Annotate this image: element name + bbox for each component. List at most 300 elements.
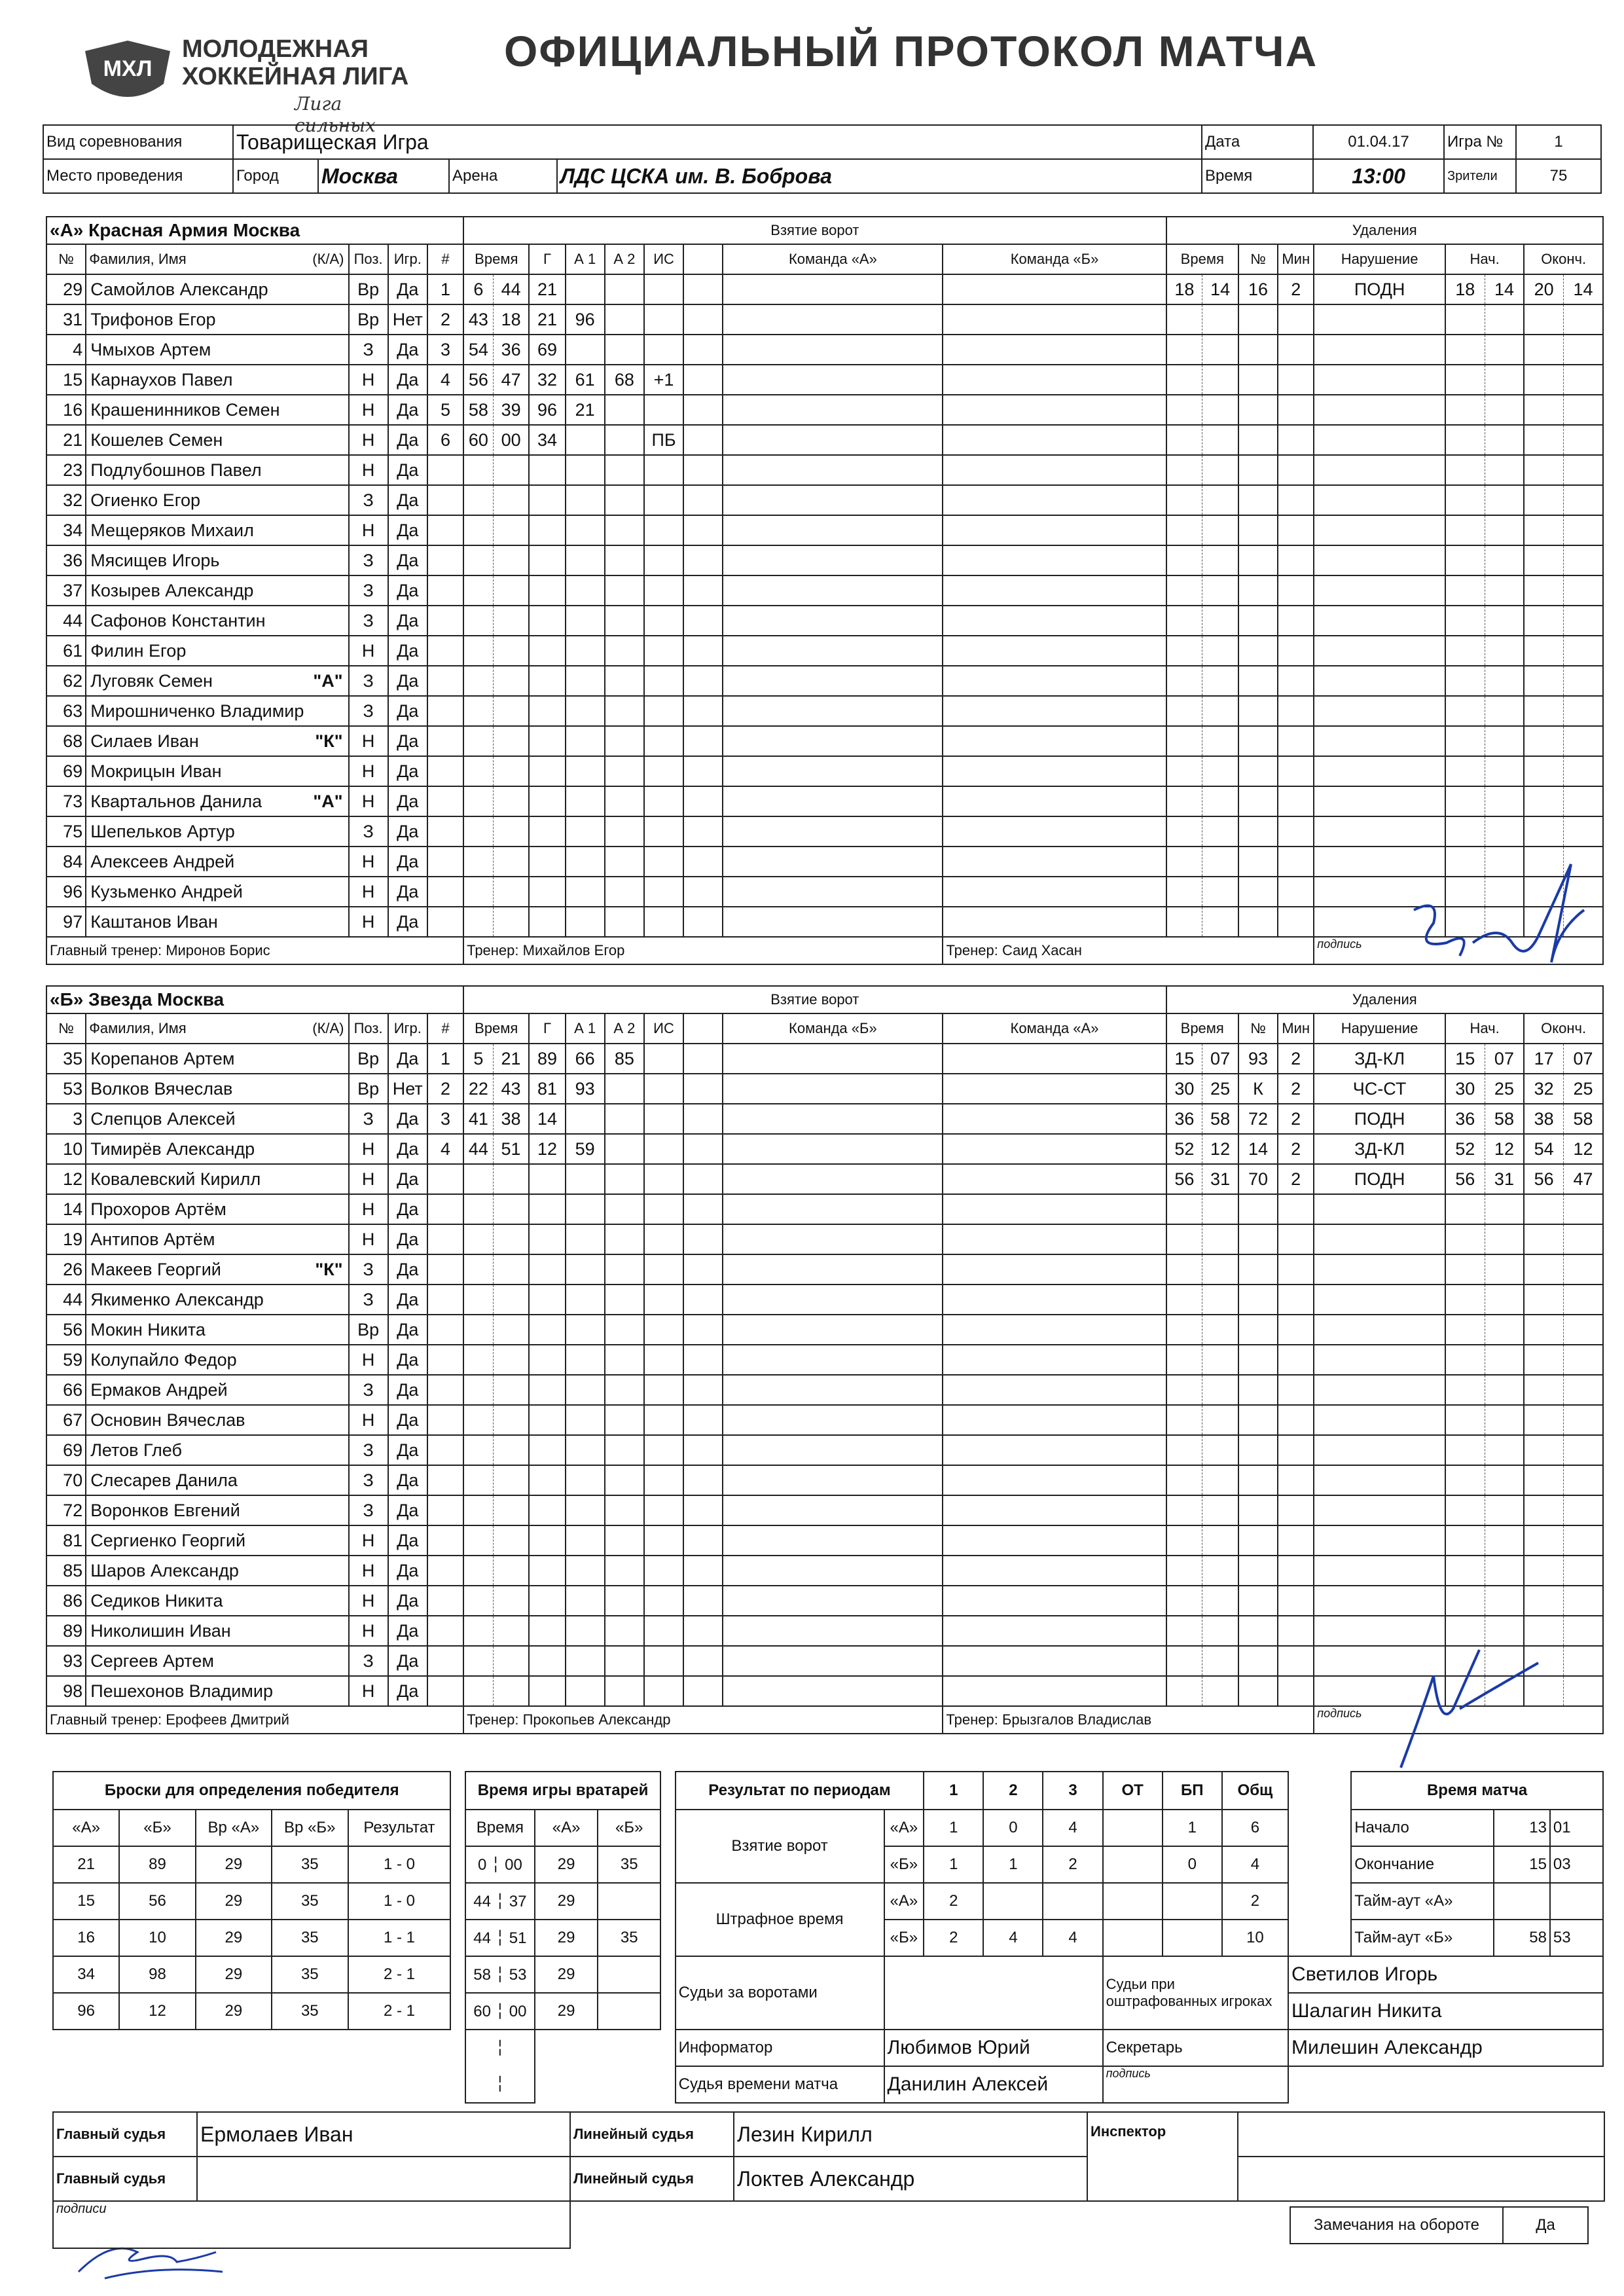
team_b-goal-sec: 51	[493, 1134, 529, 1164]
coach-b-signature	[1388, 1637, 1558, 1781]
h-name-text: Фамилия, Имя	[89, 251, 187, 267]
team_b-player-no: 86	[46, 1586, 86, 1616]
team_b-h-a1: А 1	[566, 1013, 605, 1044]
shootout-vra: 29	[196, 1920, 272, 1956]
inspector-empty	[1238, 2157, 1604, 2201]
shootout-h-vrb: Вр «Б»	[272, 1810, 348, 1846]
team_a-goal-sec: 18	[493, 304, 529, 335]
team_b-player-row	[46, 1194, 1603, 1224]
team_a-player-row	[46, 877, 1603, 907]
team_b-pen-violation: ЗД-КЛ	[1314, 1044, 1445, 1074]
team_b-player-played: Да	[388, 1435, 427, 1465]
team_b-goal-a2	[605, 1104, 644, 1134]
team_b-pen-time-sec: 58	[1202, 1104, 1238, 1134]
shootout-result: 1 - 0	[348, 1883, 451, 1920]
team_a-title: «А» Красная Армия Москва	[46, 217, 463, 244]
team_a-player-row	[46, 575, 1603, 606]
team_b-player-row	[46, 1104, 1603, 1134]
team_b-h-start: Нач.	[1445, 1013, 1524, 1044]
match-end-m: 03	[1550, 1846, 1603, 1883]
team_a-goal-a1: 96	[566, 304, 605, 335]
team_b-pen-end-min: 38	[1524, 1104, 1563, 1134]
timekeeper-value: Данилин Алексей	[884, 2066, 1103, 2103]
team_b-player-pos: Н	[349, 1194, 388, 1224]
team_a-player-played: Да	[388, 575, 427, 606]
goalie-h-b: «Б»	[598, 1810, 660, 1846]
team_b-player-row	[46, 1646, 1603, 1676]
team_b-head-coach: Главный тренер: Ерофеев Дмитрий	[46, 1706, 463, 1734]
team_a-player-played: Да	[388, 395, 427, 425]
team_b-player-no: 69	[46, 1435, 86, 1465]
city-label: Город	[233, 159, 318, 193]
team_b-player-played: Да	[388, 1224, 427, 1254]
team_b-player-name-cell	[86, 1345, 348, 1375]
team_a-pen-time-min: 18	[1166, 274, 1202, 304]
shootout-vra: 29	[196, 1993, 272, 2030]
team_a-goal-is	[644, 274, 683, 304]
team_b-player-row	[46, 1556, 1603, 1586]
player-name: Трифонов Егор	[90, 309, 216, 329]
team_a-coach-2: Тренер: Саид Хасан	[943, 937, 1314, 964]
team_b-pen-end-sec: 47	[1563, 1164, 1603, 1194]
penalty-by-period-label: Штрафное время	[676, 1883, 884, 1956]
team_b-player-name-cell	[86, 1254, 348, 1285]
team_a-player-no: 75	[46, 816, 86, 847]
team_a-player-played: Да	[388, 335, 427, 365]
team_a-player-pos: Н	[349, 756, 388, 786]
goalie-time-sec: 53	[509, 1965, 527, 1984]
shootout-a: 15	[53, 1883, 119, 1920]
team_b-player-row	[46, 1375, 1603, 1405]
inspector-value	[1238, 2112, 1604, 2157]
team_b-player-row	[46, 1345, 1603, 1375]
pen-b-cell: 4	[1043, 1920, 1102, 1956]
period-3-header: 3	[1043, 1772, 1102, 1810]
team_b-goal-a1: 59	[566, 1134, 605, 1164]
team_a-player-pos: Н	[349, 847, 388, 877]
shootout-a: 16	[53, 1920, 119, 1956]
team_b-player-played: Да	[388, 1556, 427, 1586]
pen-a-cell	[1043, 1883, 1102, 1920]
team_b-player-no: 67	[46, 1405, 86, 1435]
player-name: Подлубошнов Павел	[90, 460, 262, 480]
team_b-pen-start-sec: 58	[1485, 1104, 1524, 1134]
team_a-player-played: Да	[388, 786, 427, 816]
team_b-player-no: 56	[46, 1315, 86, 1345]
team_a-goal-min: 6	[463, 274, 493, 304]
total-header: Общ	[1222, 1772, 1288, 1810]
team_a-goal-is	[644, 395, 683, 425]
player-name: Кошелев Семен	[90, 429, 223, 450]
goalie-b	[598, 1883, 660, 1920]
team_a-player-no: 62	[46, 666, 86, 696]
match-start-h: 13	[1494, 1810, 1550, 1846]
team_b-player-pos: Вр	[349, 1315, 388, 1345]
team_b-goal-is	[644, 1104, 683, 1134]
player-name: Макеев Георгий	[90, 1259, 221, 1279]
penalty-judge-1: Светилов Игорь	[1288, 1956, 1603, 1993]
team_b-pen-time-sec: 25	[1202, 1074, 1238, 1104]
team_b-player-row	[46, 1134, 1603, 1164]
team_b-h-end: Оконч.	[1524, 1013, 1603, 1044]
time-label: Время	[1202, 159, 1313, 193]
team_a-player-played: Да	[388, 274, 427, 304]
ot-header: ОТ	[1103, 1772, 1163, 1810]
team_b-player-played: Нет	[388, 1074, 427, 1104]
team_b-h-pen-no: №	[1238, 1013, 1278, 1044]
team_a-player-row	[46, 304, 1603, 335]
team_b-title: «Б» Звезда Москва	[46, 986, 463, 1013]
team_a-player-pos: З	[349, 485, 388, 515]
team_a-player-row	[46, 365, 1603, 395]
team_b-player-row	[46, 1525, 1603, 1556]
team_b-pen-violation: ПОДН	[1314, 1104, 1445, 1134]
team_a-goal-a1	[566, 274, 605, 304]
team_b-player-no: 70	[46, 1465, 86, 1495]
team_b-player-played: Да	[388, 1586, 427, 1616]
team_a-player-played: Нет	[388, 304, 427, 335]
team_b-player-name-cell	[86, 1495, 348, 1525]
shootout-vrb: 35	[272, 1846, 348, 1883]
team_a-goal-is	[644, 304, 683, 335]
team_a-goal-a1: 21	[566, 395, 605, 425]
team_b-player-pos: Н	[349, 1224, 388, 1254]
team_a-player-pos: Н	[349, 365, 388, 395]
team_b-player-name-cell	[86, 1586, 348, 1616]
logo-line1: МОЛОДЕЖНАЯ	[182, 35, 369, 63]
team_b-player-name-cell	[86, 1104, 348, 1134]
shootout-b: 12	[119, 1993, 195, 2030]
team_b-pen-start-min: 56	[1445, 1164, 1485, 1194]
team_a-player-row	[46, 485, 1603, 515]
player-name: Воронков Евгений	[90, 1500, 240, 1520]
team_b-player-row	[46, 1676, 1603, 1706]
player-name: Каштанов Иван	[90, 911, 218, 932]
player-role: "А"	[313, 670, 343, 691]
player-name: Квартальнов Данила	[90, 791, 262, 811]
match-end-label: Окончание	[1351, 1846, 1494, 1883]
goalie-a: 29	[535, 1846, 598, 1883]
team_a-h-no: №	[46, 244, 86, 274]
team_a-player-row	[46, 696, 1603, 726]
shootout-vrb: 35	[272, 1993, 348, 2030]
team_a-player-row	[46, 816, 1603, 847]
team_a-h-name	[86, 244, 348, 274]
team_a-player-played: Да	[388, 636, 427, 666]
penalty-judge-2: Шалагин Никита	[1288, 1993, 1603, 2030]
team_a-player-pos: З	[349, 335, 388, 365]
main-ref-label-2: Главный судья	[53, 2157, 197, 2201]
goalie-time-sec: 37	[509, 1892, 527, 1910]
team_a-goal-no: 5	[427, 395, 463, 425]
team_a-pen-start-min: 18	[1445, 274, 1485, 304]
team_b-goal-scorer: 14	[529, 1104, 565, 1134]
team_b-player-no: 35	[46, 1044, 86, 1074]
player-name: Луговяк Семен	[90, 670, 213, 691]
pen-a-cell	[1103, 1883, 1163, 1920]
team_b-player-pos: З	[349, 1375, 388, 1405]
pen-b-cell: 4	[983, 1920, 1043, 1956]
team_b-goal-scorer: 89	[529, 1044, 565, 1074]
coach-a-signature	[1401, 851, 1597, 982]
player-name: Сафонов Константин	[90, 610, 266, 630]
team_a-player-pos: Н	[349, 636, 388, 666]
team_a-player-pos: Н	[349, 395, 388, 425]
team_a-h-hash: #	[427, 244, 463, 274]
team_a-coach-1: Тренер: Михайлов Егор	[463, 937, 943, 964]
team_a-h-pen-no: №	[1238, 244, 1278, 274]
team_a-player-no: 32	[46, 485, 86, 515]
bp-header: БП	[1163, 1772, 1222, 1810]
team_a-player-pos: З	[349, 696, 388, 726]
team_a-goal-scorer: 32	[529, 365, 565, 395]
shootout-a: 21	[53, 1846, 119, 1883]
player-name: Летов Глеб	[90, 1440, 182, 1460]
goalie-time-min: 58	[473, 1965, 491, 1984]
competition-value: Товарищеская Игра	[233, 125, 1202, 159]
goals-by-period-label: Взятие ворот	[676, 1810, 884, 1883]
match-start-m: 01	[1550, 1810, 1603, 1846]
team_b-goal-sec: 38	[493, 1104, 529, 1134]
player-name: Ермаков Андрей	[90, 1379, 228, 1400]
remarks-table	[1290, 2206, 1589, 2244]
team_a-goal-sec: 36	[493, 335, 529, 365]
match-end-h: 15	[1494, 1846, 1550, 1883]
team_b-pen-start-sec: 07	[1485, 1044, 1524, 1074]
shootout-result: 1 - 0	[348, 1846, 451, 1883]
team_b-player-pos: З	[349, 1285, 388, 1315]
team_b-pen-time-sec: 31	[1202, 1164, 1238, 1194]
team_a-player-pos: Вр	[349, 304, 388, 335]
team_a-player-no: 29	[46, 274, 86, 304]
shootout-vra: 29	[196, 1883, 272, 1920]
goalie-time: 60 ╎ 00	[465, 1993, 535, 2030]
secretary-value: Милешин Александр	[1288, 2030, 1603, 2066]
team_b-player-pos: Н	[349, 1556, 388, 1586]
team_b-goal-min: 41	[463, 1104, 493, 1134]
team_b-player-played: Да	[388, 1315, 427, 1345]
timeout-a-label: Тайм-аут «А»	[1351, 1883, 1494, 1920]
player-name: Основин Вячеслав	[90, 1410, 245, 1430]
team_a-player-no: 63	[46, 696, 86, 726]
pen-a-cell	[1163, 1883, 1222, 1920]
team_a-player-name-cell	[86, 304, 348, 335]
team_a-player-row	[46, 907, 1603, 937]
team_b-pen-time-min: 30	[1166, 1074, 1202, 1104]
team_b-player-pos: З	[349, 1465, 388, 1495]
player-name: Антипов Артём	[90, 1229, 215, 1249]
team_a-player-name-cell	[86, 907, 348, 937]
team_a-goal-min: 54	[463, 335, 493, 365]
shootout-result: 2 - 1	[348, 1993, 451, 2030]
team_b-goal-a2	[605, 1074, 644, 1104]
team_b-player-played: Да	[388, 1495, 427, 1525]
competition-label: Вид соревнования	[43, 125, 233, 159]
team_a-player-name-cell	[86, 816, 348, 847]
goals-a-cell: 1	[924, 1810, 983, 1846]
shootout-b: 10	[119, 1920, 195, 1956]
team_b-player-name-cell	[86, 1405, 348, 1435]
team_b-player-no: 59	[46, 1345, 86, 1375]
remarks-value: Да	[1503, 2207, 1588, 2244]
team_a-h-a2: А 2	[605, 244, 644, 274]
goalie-time-min: 44	[473, 1929, 491, 1947]
team_b-pen-start-sec: 12	[1485, 1134, 1524, 1164]
team_b-pen-minutes: 2	[1278, 1104, 1314, 1134]
officials-sign-label: подпись	[1103, 2066, 1288, 2103]
team_a-player-row	[46, 606, 1603, 636]
goalie-b: 35	[598, 1846, 660, 1883]
h-ka-text: (К/А)	[312, 251, 344, 267]
goalie-time: 44 ╎ 51	[465, 1920, 535, 1956]
goals-b-cell: 4	[1222, 1846, 1288, 1883]
team_a-player-pos: Н	[349, 877, 388, 907]
team_a-player-name-cell	[86, 575, 348, 606]
player-name: Сергеев Артем	[90, 1650, 214, 1671]
team_a-player-name-cell	[86, 515, 348, 545]
pen-b-cell: 2	[924, 1920, 983, 1956]
team_b-player-name-cell	[86, 1676, 348, 1706]
team_b-pen-time-sec: 07	[1202, 1044, 1238, 1074]
team_a-player-played: Да	[388, 847, 427, 877]
team_b-player-pos: Н	[349, 1164, 388, 1194]
team_b-pen-end-min: 54	[1524, 1134, 1563, 1164]
team_b-player-row	[46, 1315, 1603, 1345]
shootout-b: 98	[119, 1956, 195, 1993]
team_b-goals-header: Взятие ворот	[463, 986, 1166, 1013]
team_b-pen-start-sec: 31	[1485, 1164, 1524, 1194]
team_b-player-played: Да	[388, 1254, 427, 1285]
team_b-player-name-cell	[86, 1556, 348, 1586]
team_b-player-no: 44	[46, 1285, 86, 1315]
goalie-a: 29	[535, 1920, 598, 1956]
team_a-player-played: Да	[388, 545, 427, 575]
team_a-h-time: Время	[463, 244, 529, 274]
team_a-player-played: Да	[388, 756, 427, 786]
shootout-result: 1 - 1	[348, 1920, 451, 1956]
pen-a-cell	[983, 1883, 1043, 1920]
team_a-player-row	[46, 455, 1603, 485]
team_a-player-name-cell	[86, 877, 348, 907]
team_b-h-played: Игр.	[388, 1013, 427, 1044]
team_b-pen-violation: ЗД-КЛ	[1314, 1134, 1445, 1164]
team_b-goal-a2	[605, 1134, 644, 1164]
team_b-player-name-cell	[86, 1375, 348, 1405]
shootout-b: 89	[119, 1846, 195, 1883]
team-b-section	[46, 985, 1604, 1734]
player-name: Седиков Никита	[90, 1590, 223, 1611]
main-ref-label: Главный судья	[53, 2112, 197, 2157]
team_a-player-name-cell	[86, 666, 348, 696]
team_a-player-no: 44	[46, 606, 86, 636]
team_a-player-pos: Н	[349, 515, 388, 545]
arena-value: ЛДС ЦСКА им. В. Боброва	[557, 159, 1202, 193]
shootout-vra: 29	[196, 1846, 272, 1883]
timeout-b-label: Тайм-аут «Б»	[1351, 1920, 1494, 1956]
player-name: Самойлов Александр	[90, 279, 268, 299]
team_b-player-no: 26	[46, 1254, 86, 1285]
goalie-time-sec: 51	[509, 1929, 527, 1947]
logo-line2: ХОККЕЙНАЯ ЛИГА	[182, 63, 409, 90]
team_a-h-start: Нач.	[1445, 244, 1524, 274]
shootout-vra: 29	[196, 1956, 272, 1993]
team_b-goal-no: 2	[427, 1074, 463, 1104]
team_a-player-no: 31	[46, 304, 86, 335]
team_a-goal-min: 60	[463, 425, 493, 455]
pen-b-cell	[1103, 1920, 1163, 1956]
team_b-h-hash: #	[427, 1013, 463, 1044]
team_b-player-no: 81	[46, 1525, 86, 1556]
team_a-player-name-cell	[86, 786, 348, 816]
team_a-h-is: ИС	[644, 244, 683, 274]
team_b-h-a2: А 2	[605, 1013, 644, 1044]
team_a-goal-min: 56	[463, 365, 493, 395]
team_a-pen-end-min: 20	[1524, 274, 1563, 304]
team_a-player-name-cell	[86, 425, 348, 455]
player-name: Мокрицын Иван	[90, 761, 222, 781]
summary-table: Броски для определения победителя Время игры вратарей Результат по периодам 1 2 3 ОТ БП Общ Время матча «А» «Б» Вр «А» Вр «Б» Результат Время «А» «Б» Взятие ворот «А» 1 0 4 1 6 Начало 13 01 21 89 29 35 1 - 0 0 ╎ 00 29 35 «Б» 1 1 2 0 4 Окончание 15 03 15 56 29 35 1 - 0 44 ╎ 37 29 Штрафное время «А» 2 2 Тайм-аут «А» 16 10 29 35 1 - 1 44 ╎ 51 29 35 «Б» 2 4 4 10 Тайм-аут «Б» 58 53 34 98 29 35 2 - 1 58 ╎ 53 29 Судьи за воротами Судьи при оштрафованных игроках Светилов Игорь 96 12 29 35 2 - 1 60 ╎ 00 29 Шалагин Никита ╎ Информатор Любимов Юрий Секретарь Милешин Александр ╎ Судья времени матча Данилин Алексей подпись	[52, 1771, 1604, 2104]
team_a-goal-a2	[605, 304, 644, 335]
shootout-vrb: 35	[272, 1883, 348, 1920]
team_b-h-pen-time: Время	[1166, 1013, 1238, 1044]
team_b-pen-minutes: 2	[1278, 1074, 1314, 1104]
game-no-value: 1	[1516, 125, 1601, 159]
team_a-player-no: 16	[46, 395, 86, 425]
time-value: 13:00	[1313, 159, 1444, 193]
shootout-h-res: Результат	[348, 1810, 451, 1846]
team_b-goal-no: 1	[427, 1044, 463, 1074]
team_b-player-name-cell	[86, 1465, 348, 1495]
team_a-goal-no: 3	[427, 335, 463, 365]
pen-a-cell: 2	[1222, 1883, 1288, 1920]
team_b-goal-min: 44	[463, 1134, 493, 1164]
inspector-label: Инспектор	[1087, 2112, 1238, 2201]
team_b-player-row	[46, 1465, 1603, 1495]
team_a-goal-is	[644, 335, 683, 365]
team_b-goal-is	[644, 1074, 683, 1104]
team_a-player-played: Да	[388, 425, 427, 455]
team_b-player-played: Да	[388, 1104, 427, 1134]
main-ref-1: Ермолаев Иван	[197, 2112, 570, 2157]
team_a-player-no: 34	[46, 515, 86, 545]
team_a-player-no: 4	[46, 335, 86, 365]
team_a-penalties-header: Удаления	[1166, 217, 1603, 244]
team_a-player-name-cell	[86, 726, 348, 756]
team_b-coach-2: Тренер: Брызгалов Владислав	[943, 1706, 1314, 1734]
team_a-player-name-cell	[86, 455, 348, 485]
team_b-pen-player: 70	[1238, 1164, 1278, 1194]
team_a-player-pos: Н	[349, 425, 388, 455]
team_b-pen-minutes: 2	[1278, 1164, 1314, 1194]
goalie-time: 58 ╎ 53	[465, 1956, 535, 1993]
player-role: "К"	[315, 731, 343, 751]
team_a-player-name-cell	[86, 696, 348, 726]
team_a-h-team-own: Команда «А»	[723, 244, 943, 274]
goal-judges-value	[884, 1956, 1103, 2030]
team_b-pen-player: 72	[1238, 1104, 1278, 1134]
team_b-goal-sec: 43	[493, 1074, 529, 1104]
team_b-player-name-cell	[86, 1164, 348, 1194]
team_a-pen-time-sec: 14	[1202, 274, 1238, 304]
team_a-goal-sec: 47	[493, 365, 529, 395]
team_a-player-row	[46, 515, 1603, 545]
team_b-h-team-opp: Команда «А»	[943, 1013, 1166, 1044]
team_b-goal-sec: 21	[493, 1044, 529, 1074]
period-1-header: 1	[924, 1772, 983, 1810]
team_a-player-played: Да	[388, 726, 427, 756]
goals-a-cell: 6	[1222, 1810, 1288, 1846]
player-name: Мясищев Игорь	[90, 550, 220, 570]
